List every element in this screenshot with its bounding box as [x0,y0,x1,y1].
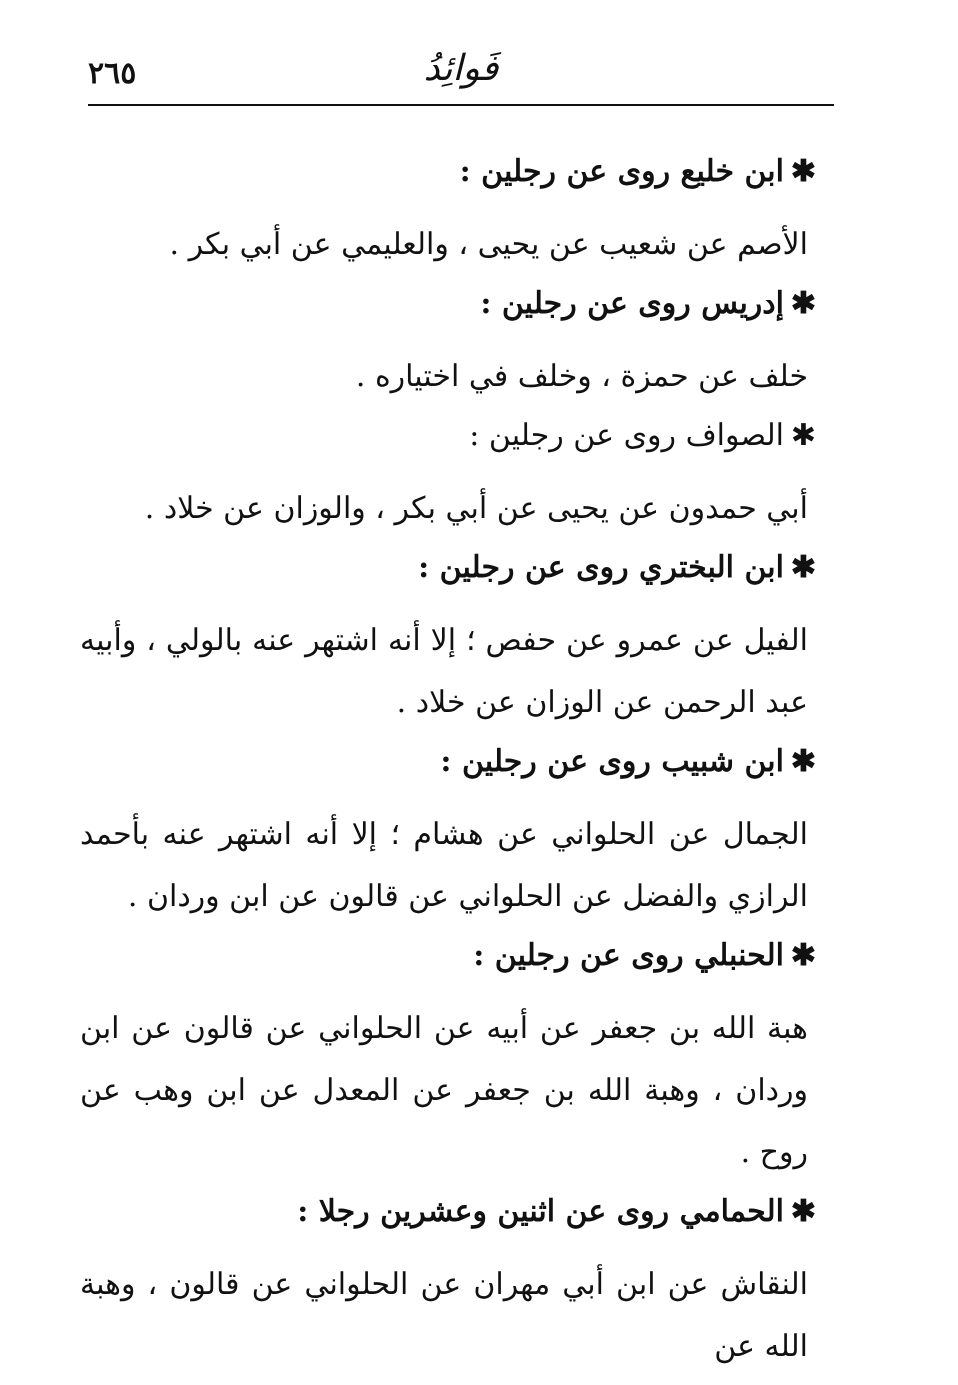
entry-text: الفيل عن عمرو عن حفص ؛ إلا أنه اشتهر عنه بالولي ، وأبيه عبد الرحمن عن الوزان عن خلاد . [80,623,808,720]
page-header [88,44,834,106]
entry [80,150,830,276]
entry-heading-text: إدريس روى عن رجلين : [480,286,784,321]
header-rule [88,104,834,106]
entry-text: أبي حمدون عن يحيى عن أبي بكر ، والوزان عن خلاد . [144,491,808,526]
asterisk-icon: ✱ [790,154,816,189]
entry-heading [80,546,830,590]
entry [80,282,830,408]
asterisk-icon: ✱ [790,938,816,973]
entry [80,414,830,540]
entry [80,934,830,1184]
page-body [80,150,830,1384]
asterisk-icon: ✱ [790,418,816,453]
entry-heading-text: ابن شبيب روى عن رجلين : [440,744,784,779]
entry-heading-text: الحمامي روى عن اثنين وعشرين رجلا : [297,1194,784,1229]
entry [80,546,830,734]
entry-text: هبة الله بن جعفر عن أبيه عن الحلواني عن قالون عن ابن وردان ، وهبة الله بن جعفر عن المعدل عن ابن وهب عن روح . [80,1011,808,1170]
entry-text: الجمال عن الحلواني عن هشام ؛ إلا أنه اشتهر عنه بأحمد الرازي والفضل عن الحلواني عن قالون عن ابن وردان . [80,817,808,914]
entry-text: خلف عن حمزة ، وخلف في اختياره . [355,359,808,394]
entry-heading-text: الصواف روى عن رجلين : [469,418,784,453]
asterisk-icon: ✱ [790,286,816,321]
entry-heading [80,1190,830,1234]
entry [80,740,830,928]
asterisk-icon: ✱ [790,550,816,585]
page-number: ٢٦٥ [88,56,137,91]
entry-heading-text: ابن خليع روى عن رجلين : [459,154,784,189]
entry-heading-text: الحنبلي روى عن رجلين : [473,938,784,973]
entry [80,1190,830,1378]
running-title: فَوائِدُ [423,48,499,89]
entry-heading [80,414,830,458]
entry-heading [80,934,830,978]
entry-text: الأصم عن شعيب عن يحيى ، والعليمي عن أبي بكر . [169,227,808,262]
entry-heading [80,740,830,784]
asterisk-icon: ✱ [790,1194,816,1229]
asterisk-icon: ✱ [790,744,816,779]
entry-heading-text: ابن البختري روى عن رجلين : [418,550,784,585]
entry-heading [80,282,830,326]
entry-text: النقاش عن ابن أبي مهران عن الحلواني عن قالون ، وهبة الله عن [80,1267,808,1364]
entry-heading [80,150,830,194]
